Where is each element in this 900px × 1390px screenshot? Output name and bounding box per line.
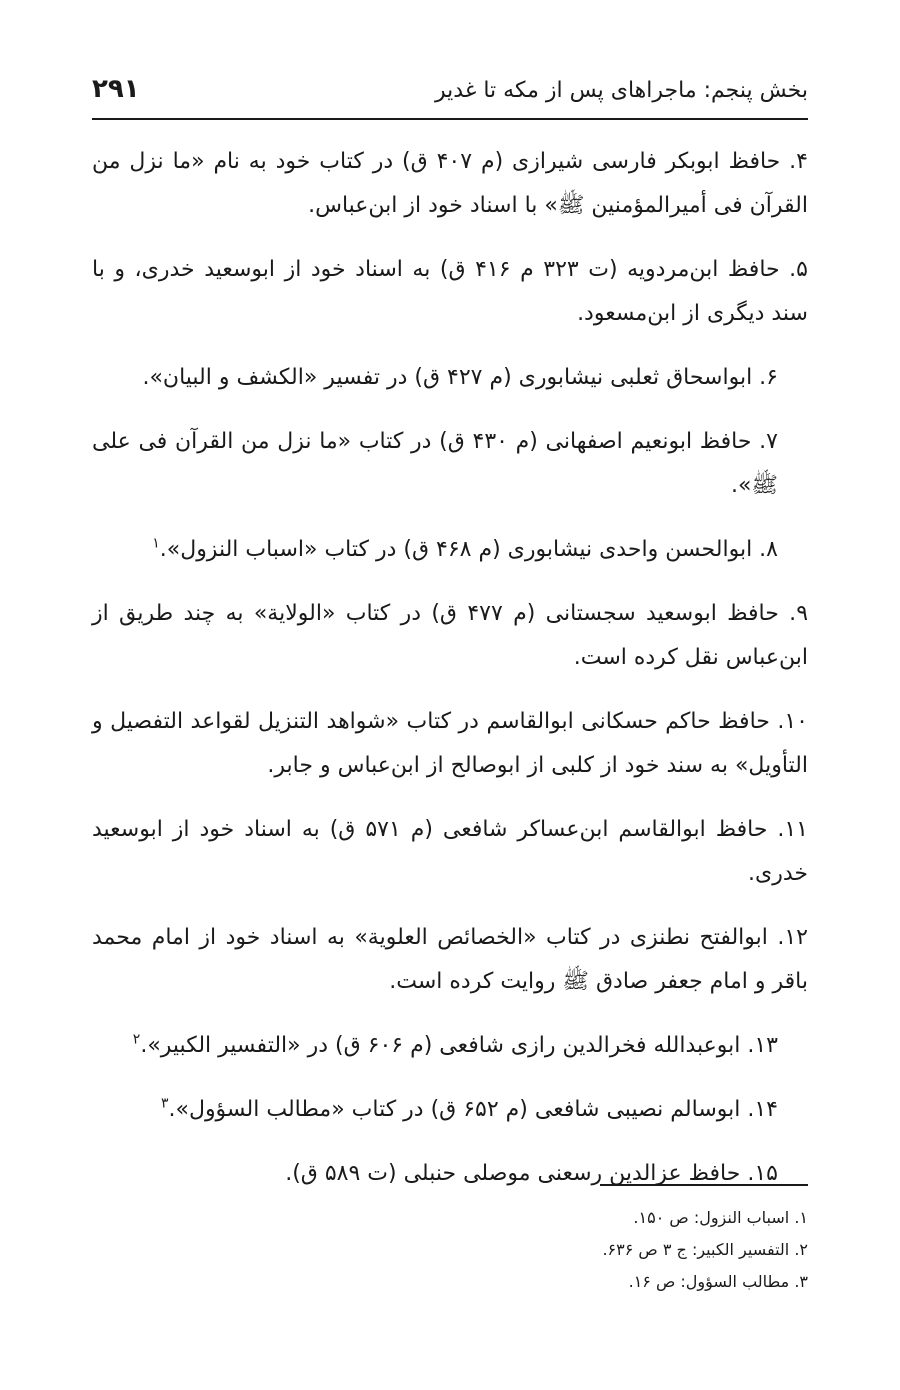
footnotes [92,1202,808,1298]
item-text: ۵. حافظ ابن‌مردویه (ت ۳۲۳ م ۴۱۶ ق) به اسناد خود از ابوسعید خدری، و با سند دیگری از ابن‌مسعود. [92,257,808,326]
page-header [92,72,808,116]
list-item [92,1088,808,1132]
item-text: ۱۴. ابوسالم نصیبی شافعی (م ۶۵۲ ق) در کتاب «مطالب السؤول». [168,1097,778,1122]
page-body [92,140,808,1216]
item-text: ۴. حافظ ابوبکر فارسی شیرازی (م ۴۰۷ ق) در کتاب خود به نام «ما نزل من القرآن فی أمیرالمؤمنین ﷺ» با اسناد خود از ابن‌عباس. [92,149,808,218]
footnote: ۳. مطالب السؤول: ص ۱۶. [628,1272,808,1291]
item-text: ۷. حافظ ابونعیم اصفهانی (م ۴۳۰ ق) در کتاب «ما نزل من القرآن فی علی ﷺ». [92,429,778,498]
item-text: ۶. ابواسحاق ثعلبی نیشابوری (م ۴۲۷ ق) در تفسیر «الکشف و البیان». [142,365,778,390]
item-text: ۱۵. حافظ عزالدین رسعنی موصلی حنبلی (ت ۵۸۹ ق). [285,1161,778,1186]
item-text: ۱۰. حافظ حاکم حسکانی ابوالقاسم در کتاب «شواهد التنزیل لقواعد التفصیل و التأویل» به سند خود از کلبی از ابوصالح از ابن‌عباس و جابر. [92,709,808,778]
footnote-ref: ۱ [152,535,160,552]
list-item [92,808,808,896]
footnote-ref: ۲ [132,1031,141,1048]
footnote: ۲. التفسیر الکبیر: ج ۳ ص ۶۳۶. [602,1240,808,1259]
list-item [92,356,808,400]
item-text: ۱۳. ابوعبدالله فخرالدین رازی شافعی (م ۶۰۶ ق) در «التفسیر الکبیر». [140,1033,778,1058]
list-item [92,1152,808,1196]
footnote-divider [600,1184,808,1186]
header-divider [92,118,808,120]
list-item [92,528,808,572]
list-item [92,1024,808,1068]
list-item [92,420,808,508]
list-item [92,916,808,1004]
footnote-ref: ۳ [160,1095,169,1112]
list-item [92,248,808,336]
list-item [92,700,808,788]
item-text: ۹. حافظ ابوسعید سجستانی (م ۴۷۷ ق) در کتاب «الولایة» به چند طریق از ابن‌عباس نقل کرده است. [92,601,809,670]
item-text: ۱۱. حافظ ابوالقاسم ابن‌عساکر شافعی (م ۵۷۱ ق) به اسناد خود از ابوسعید خدری. [92,817,808,886]
item-text: ۱۲. ابوالفتح نطنزی در کتاب «الخصائص العلویة» به اسناد خود از امام محمد باقر و امام جعفر صادق ﷺ روایت کرده است. [92,925,808,994]
running-title: بخش پنجم: ماجراهای پس از مکه تا غدیر [435,78,808,103]
list-item [92,140,808,228]
list-item [92,592,808,680]
footnote: ۱. اسباب النزول: ص ۱۵۰. [633,1208,808,1227]
item-text: ۸. ابوالحسن واحدی نیشابوری (م ۴۶۸ ق) در کتاب «اسباب النزول». [159,537,778,562]
page-number: ۲۹۱ [92,74,140,104]
